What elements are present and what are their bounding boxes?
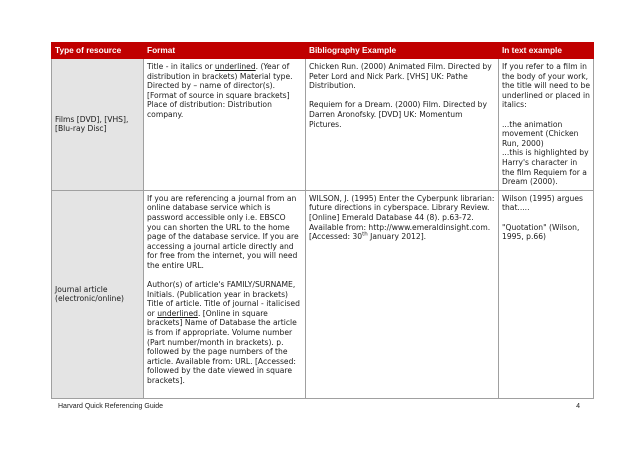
in-text-argues: Wilson (1995) argues that..... [502, 193, 583, 213]
bibliography-example-requiem: Requiem for a Dream. (2000) Film. Directed by Darren Aronofsky. [DVD] UK: Momentum Pictures. [309, 100, 487, 129]
cell-bibliography-films [306, 59, 499, 191]
table-header-row [52, 43, 594, 59]
in-text-example-1: ...the animation movement (Chicken Run, 2000) [502, 119, 579, 148]
header-type-of-resource: Type of resource [52, 43, 144, 59]
cell-bibliography-journal [306, 190, 499, 398]
in-text-quotation: "Quotation" (Wilson, 1995, p.66) [502, 222, 580, 242]
bibliography-example-chicken-run: Chicken Run. (2000) Animated Film. Directed by Peter Lord and Nick Park. [VHS] UK: Pathe Distribution. [309, 62, 492, 91]
table-row [52, 190, 594, 398]
cell-in-text-films [499, 59, 594, 191]
format-intro: If you are referencing a journal from an online database service which is password accessible only i.e. EBSCO you can shorten the URL to the home page of the database service. If you are accessing a journal article directly and for free from the internet, you will need the entire URL. [147, 193, 299, 270]
format-structure [147, 280, 302, 386]
footer-title: Harvard Quick Referencing Guide [58, 403, 164, 410]
cell-type-journal: Journal article (electronic/online) [52, 190, 144, 398]
header-format: Format [144, 43, 306, 59]
header-in-text-example: In text example [499, 43, 594, 59]
bibliography-example-date: January 2012]. [367, 232, 427, 242]
format-text: Title - in italics or [147, 62, 215, 71]
in-text-example-2: ...this is highlighted by Harry's character in the film Requiem for a Dream (2000). [502, 148, 589, 187]
referencing-table [51, 42, 594, 399]
format-text: Author(s) of article's FAMILY/SURNAME, Initials. (Publication year in brackets) Title of article. Title of journal - italicised or [147, 280, 300, 318]
underlined-word: underlined [157, 308, 198, 318]
cell-type-films: Films [DVD], [VHS], [Blu-ray Disc] [52, 59, 144, 191]
table-row [52, 59, 594, 191]
page-footer [58, 403, 580, 410]
format-text-rest: . (Year of distribution in brackets) Material type. Directed by – name of director(s). [Format of source in square brackets] Place of distribution: Distribution company. [147, 62, 293, 119]
page-number: 4 [576, 403, 580, 410]
cell-format-films [144, 59, 306, 191]
bibliography-example-wilson: WILSON, J. (1995) Enter the Cyberpunk librarian: future directions in cyberspace. Library Review. [Online] Emerald Database 44 (8). p.63-72. Available from: http://www.emeraldinsight.com. [Accessed: 30 [309, 193, 495, 242]
underlined-word: underlined [214, 62, 256, 71]
cell-format-journal [144, 190, 306, 398]
header-bibliography-example: Bibliography Example [306, 43, 499, 59]
format-text-rest: . [Online in square brackets] Name of Database the article is from if appropriate. Volume number (Part number/month in brackets). p. followed by the page numbers of the article. Available from: URL. [Accessed: followed by the date viewed in square brackets]. [147, 308, 297, 385]
ordinal-suffix: th [362, 231, 368, 238]
in-text-intro: If you refer to a film in the body of your work, the title will need to be underlined or placed in italics: [502, 62, 591, 110]
cell-in-text-journal [499, 190, 594, 398]
